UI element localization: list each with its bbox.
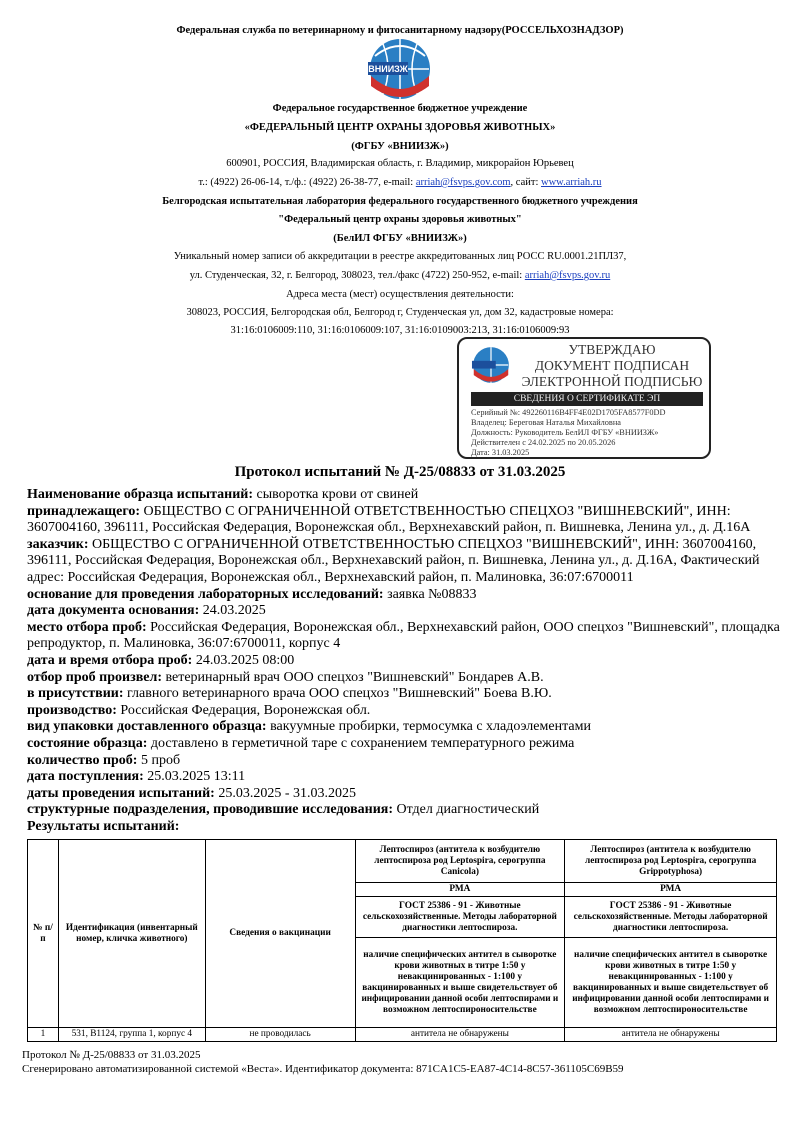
contacts-text: т.: (4922) 26-06-14, т./ф.: (4922) 26-38-77, e-mail:	[198, 177, 416, 188]
results-table	[27, 839, 777, 1042]
protocol-title: Протокол испытаний № Д-25/08833 от 31.03.2025	[234, 464, 566, 480]
cadastral-numbers: 31:16:0106009:110, 31:16:0106009:107, 31:16:0109003:213, 31:16:0106009:93	[230, 325, 570, 336]
field-label: количество проб:	[27, 752, 138, 768]
field-label: в присутствии:	[27, 686, 124, 702]
field-value: Российская Федерация, Воронежская обл.	[120, 702, 371, 718]
activity-address: 308023, РОССИЯ, Белгородская обл, Белгород г, Студенческая ул, дом 32, кадастровые номера:	[186, 307, 614, 318]
field-label: принадлежащего:	[27, 503, 140, 519]
results-title: Результаты испытаний:	[27, 818, 180, 834]
field-row	[27, 653, 787, 670]
field-value: 5 проб	[140, 752, 181, 768]
row-result: антитела не обнаружены	[355, 1028, 565, 1042]
lab-name: Белгородская испытательная лаборатория федерального государственного бюджетного учреждения	[162, 196, 638, 207]
field-row	[27, 504, 787, 537]
field-row	[27, 603, 787, 620]
field-label: дата документа основания:	[27, 603, 200, 619]
org-type: Федеральное государственное бюджетное учреждение	[272, 103, 528, 114]
agency-name: Федеральная служба по ветеринарному и фитосанитарному надзору(РОССЕЛЬХОЗНАДЗОР)	[176, 25, 624, 36]
col-id-header: Идентификация (инвентарный номер, кличка животного)	[58, 840, 205, 1028]
lab-center: "Федеральный центр охраны здоровья животных"	[278, 214, 522, 225]
field-row	[27, 620, 787, 653]
lab-contacts	[0, 269, 800, 282]
stamp-valid: Действителен с 24.02.2025 по 20.05.2026	[471, 438, 616, 447]
test-name: Лептоспироз (антитела к возбудителю лептоспироза род Leptospira, серогруппа Grippotyphosa)	[565, 840, 777, 883]
field-row	[27, 719, 787, 736]
stamp-cert-header: СВЕДЕНИЯ О СЕРТИФИКАТЕ ЭП	[471, 392, 703, 406]
field-value: ветеринарный врач ООО спецхоз "Вишневский" Бондарев А.В.	[165, 669, 544, 685]
field-row	[27, 487, 787, 504]
lab-short: (БелИЛ ФГБУ «ВНИИЗЖ»)	[333, 233, 467, 244]
field-row	[27, 769, 787, 786]
accreditation: Уникальный номер записи об аккредитации в реестре аккредитованных лиц РОСС RU.0001.21ПЛ37,	[173, 251, 627, 262]
logo-text: ВНИИЗЖ	[368, 64, 408, 74]
vniizzh-logo	[363, 36, 437, 102]
field-value: 24.03.2025 08:00	[195, 652, 295, 668]
field-value: ОБЩЕСТВО С ОГРАНИЧЕННОЙ ОТВЕТСТВЕННОСТЬЮ СПЕЦХОЗ "ВИШНЕВСКИЙ", ИНН: 3607004160, 396111, Российская Федерация, Воронежская обл., Верхнехавский район, п. Вишневка, Ленина ул., д. Д.16А	[27, 503, 751, 536]
field-label: заказчик:	[27, 536, 89, 552]
field-value: 25.03.2025 - 31.03.2025	[218, 785, 356, 801]
field-value: Отдел диагностический	[396, 802, 540, 818]
footer	[22, 1048, 787, 1076]
field-row	[27, 736, 787, 753]
sample-fields	[27, 487, 787, 819]
field-row	[27, 786, 787, 803]
field-row	[27, 703, 787, 720]
field-label: даты проведения испытаний:	[27, 785, 215, 801]
site-link[interactable]: www.arriah.ru	[541, 177, 602, 188]
field-row	[27, 537, 787, 587]
stamp-serial: Серийный №: 492260116B4FF4E02D1705FA8577F0DD	[471, 408, 666, 417]
field-label: структурные подразделения, проводившие исследования:	[27, 802, 394, 818]
activity-label: Адреса места (мест) осуществления деятельности:	[286, 289, 514, 300]
table-row	[28, 1028, 777, 1042]
field-label: вид упаковки доставленного образца:	[27, 719, 267, 735]
field-value: 25.03.2025 13:11	[147, 769, 246, 785]
test-criteria: наличие специфических антител в сыворотке крови животных в титре 1:50 у невакцинированных - 1:100 у вакцинированных и выше свидетельствует об инфицировании данной особи лептоспирами и возможном лептоспироносительстве	[355, 938, 565, 1028]
field-row	[27, 686, 787, 703]
test-standard: ГОСТ 25386 - 91 - Животные сельскохозяйственные. Методы лабораторной диагностики лептоспироза.	[565, 897, 777, 938]
field-value: вакуумные пробирки, термосумка с хладоэлементами	[270, 719, 591, 735]
site-label: , сайт:	[510, 177, 541, 188]
test-standard: ГОСТ 25386 - 91 - Животные сельскохозяйственные. Методы лабораторной диагностики лептоспироза.	[355, 897, 565, 938]
field-row	[27, 670, 787, 687]
field-label: состояние образца:	[27, 735, 148, 751]
field-value: главного ветеринарного врача ООО спецхоз "Вишневский" Боева В.Ю.	[127, 686, 552, 702]
e-signature-stamp	[457, 337, 711, 459]
field-value: 24.03.2025	[202, 603, 266, 619]
field-label: дата поступления:	[27, 769, 144, 785]
protocol-body	[22, 487, 787, 1076]
footer-generated: Сгенерировано автоматизированной системой «Веста». Идентификатор документа: 871CA1C5-EA87-4C14-8C57-361105C69B59	[22, 1063, 624, 1076]
field-row	[27, 753, 787, 770]
col-num-header: № п/п	[28, 840, 59, 1028]
field-row	[27, 587, 787, 604]
field-label: отбор проб произвел:	[27, 669, 162, 685]
test-name: Лептоспироз (антитела к возбудителю лептоспироза род Leptospira, серогруппа Canicola)	[355, 840, 565, 883]
field-value: заявка №08833	[387, 586, 477, 602]
stamp-date: Дата: 31.03.2025	[471, 448, 530, 457]
field-label: дата и время отбора проб:	[27, 652, 193, 668]
email-link[interactable]: arriah@fsvps.gov.com	[415, 177, 511, 188]
org-name: «ФЕДЕРАЛЬНЫЙ ЦЕНТР ОХРАНЫ ЗДОРОВЬЯ ЖИВОТНЫХ»	[244, 122, 556, 133]
stamp-position: Должность: Руководитель БелИЛ ФГБУ «ВНИИЗЖ»	[471, 428, 659, 437]
field-label: место отбора проб:	[27, 619, 147, 635]
lab-contacts-text: ул. Студенческая, 32, г. Белгород, 308023, тел./факс (4722) 250-952, e-mail:	[189, 270, 525, 281]
test-method: РМА	[355, 883, 565, 897]
lab-email-link[interactable]: arriah@fsvps.gov.ru	[524, 270, 611, 281]
field-value: Российская Федерация, Воронежская обл., Верхнехавский район, ООО спецхоз "Вишневский", площадка репродуктор, п. Малиновка, 36:07:6700011, корпус 4	[27, 619, 780, 652]
row-num: 1	[28, 1028, 59, 1042]
field-label: основание для проведения лабораторных исследований:	[27, 586, 384, 602]
field-label: Наименование образца испытаний:	[27, 487, 253, 502]
org-contacts	[0, 176, 800, 189]
col-vacc-header: Сведения о вакцинации	[205, 840, 355, 1028]
field-value: доставлено в герметичной таре с сохранением температурного режима	[150, 735, 575, 751]
org-address: 600901, РОССИЯ, Владимирская область, г. Владимир, микрорайон Юрьевец	[226, 158, 574, 169]
field-row	[27, 802, 787, 819]
row-result: антитела не обнаружены	[565, 1028, 777, 1042]
stamp-logo-icon	[469, 345, 513, 385]
test-method: РМА	[565, 883, 777, 897]
footer-protocol: Протокол № Д-25/08833 от 31.03.2025	[22, 1049, 201, 1062]
row-vacc: не проводилась	[205, 1028, 355, 1042]
row-id: 531, B1124, группа 1, корпус 4	[58, 1028, 205, 1042]
field-value: ОБЩЕСТВО С ОГРАНИЧЕННОЙ ОТВЕТСТВЕННОСТЬЮ СПЕЦХОЗ "ВИШНЕВСКИЙ", ИНН: 3607004160, 396111, Российская Федерация, Воронежская обл., Верхнехавский район, п. Вишневка, Ленина ул., д. Д.16А, Фактический адрес: Российская Федерация, Воронежская обл., Верхнехавский район, п. Малиновка, 36:07:6700011	[27, 536, 760, 585]
field-value: сыворотка крови от свиней	[256, 487, 419, 502]
test-criteria: наличие специфических антител в сыворотке крови животных в титре 1:50 у невакцинированных - 1:100 у вакцинированных и выше свидетельствует об инфицировании данной особи лептоспирами и возможном лептоспироносительстве	[565, 938, 777, 1028]
stamp-owner: Владелец: Береговая Наталья Михайловна	[471, 418, 621, 427]
org-short: (ФГБУ «ВНИИЗЖ»)	[351, 141, 449, 152]
stamp-signed-1: ДОКУМЕНТ ПОДПИСАН	[534, 358, 690, 373]
stamp-approve: УТВЕРЖДАЮ	[568, 342, 656, 357]
stamp-signed-2: ЭЛЕКТРОННОЙ ПОДПИСЬЮ	[521, 374, 703, 389]
field-label: производство:	[27, 702, 117, 718]
